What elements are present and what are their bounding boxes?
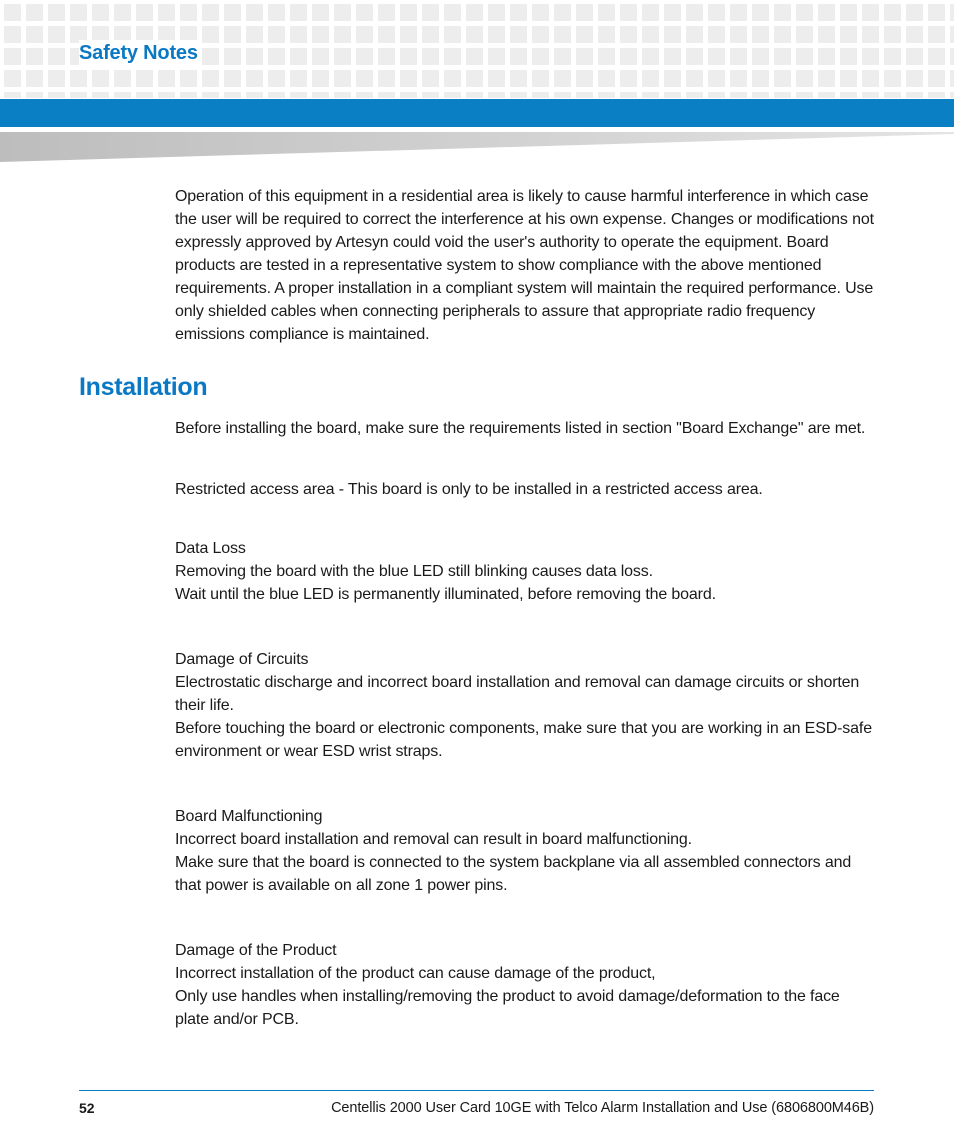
- notice-title: Damage of the Product: [175, 942, 337, 959]
- notice-board-malfunctioning: [175, 805, 875, 897]
- notice-damage-of-circuits: [175, 648, 875, 763]
- notice-data-loss: [175, 537, 875, 606]
- header-blue-bar: [0, 99, 954, 127]
- header-gray-wedge: [0, 128, 954, 164]
- installation-paragraph-2: Restricted access area - This board is only to be installed in a restricted access area.: [175, 481, 763, 498]
- installation-heading: Installation: [79, 373, 208, 401]
- notice-line: Only use handles when installing/removing the product to avoid damage/deformation to the face plate and/or PCB.: [175, 988, 840, 1028]
- notice-line: Removing the board with the blue LED still blinking causes data loss.: [175, 563, 653, 580]
- notice-line: Incorrect installation of the product can cause damage of the product,: [175, 965, 656, 982]
- page-number: 52: [79, 1100, 95, 1116]
- notice-damage-of-the-product: [175, 939, 875, 1031]
- notice-line: Electrostatic discharge and incorrect board installation and removal can damage circuits or shorten their life.: [175, 674, 860, 714]
- notice-line: Incorrect board installation and removal can result in board malfunctioning.: [175, 831, 692, 848]
- notice-title: Board Malfunctioning: [175, 808, 323, 825]
- notice-line: Before touching the board or electronic components, make sure that you are working in an ESD-safe environment or wear ESD wrist straps.: [175, 720, 872, 760]
- notice-title: Data Loss: [175, 540, 246, 557]
- notice-line: Wait until the blue LED is permanently illuminated, before removing the board.: [175, 586, 716, 603]
- header-section-title: Safety Notes: [79, 40, 202, 67]
- footer-rule: [79, 1090, 874, 1091]
- footer-document-title: Centellis 2000 User Card 10GE with Telco Alarm Installation and Use (6806800M46B): [331, 1100, 874, 1116]
- intro-paragraph: Operation of this equipment in a residential area is likely to cause harmful interference in which case the user will be required to correct the interference at his own expense. Changes or modifications not expressly approved by Artesyn could void the user's authority to operate the equipment. Board products are tested in a representative system to show compliance with the above mentioned requirements. A proper installation in a compliant system will maintain the required performance. Use only shielded cables when connecting peripherals to assure that appropriate radio frequency emissions compliance is maintained.: [175, 188, 874, 343]
- notice-title: Damage of Circuits: [175, 651, 309, 668]
- notice-line: Make sure that the board is connected to the system backplane via all assembled connectors and that power is available on all zone 1 power pins.: [175, 854, 852, 894]
- installation-paragraph-1: Before installing the board, make sure the requirements listed in section "Board Exchange" are met.: [175, 420, 866, 437]
